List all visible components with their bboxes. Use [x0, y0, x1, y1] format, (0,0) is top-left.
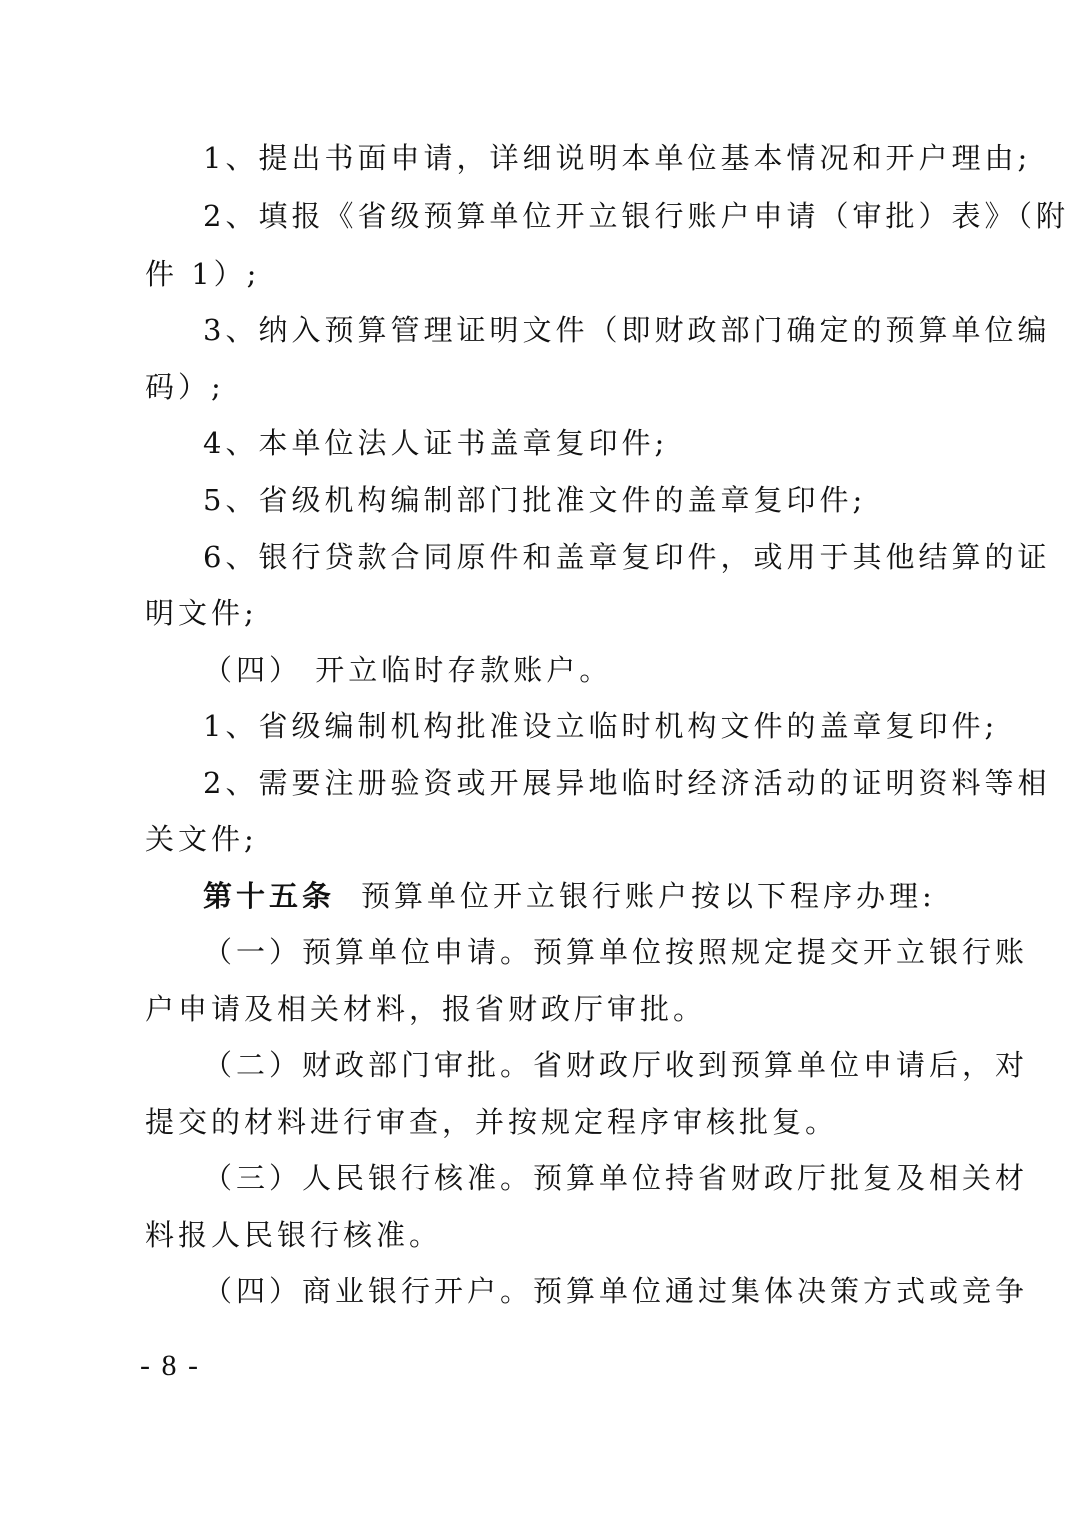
text-line: 2、填报《省级预算单位开立银行账户申请（审批）表》（附 [203, 199, 1069, 233]
text-line: 关文件; [145, 822, 258, 856]
text-line: 4、本单位法人证书盖章复印件; [203, 426, 669, 460]
text-line: （三）人民银行核准。预算单位持省财政厅批复及相关材 [203, 1161, 1029, 1195]
text-line: 户申请及相关材料，报省财政厅审批。 [145, 992, 707, 1026]
page-number: - 8 - [140, 1349, 200, 1382]
text-line: 码）; [145, 370, 225, 404]
text-line: 料报人民银行核准。 [145, 1218, 443, 1252]
text-line: 1、提出书面申请，详细说明本单位基本情况和开户理由; [203, 141, 1032, 175]
section-heading: （四） 开立临时存款账户。 [203, 653, 613, 687]
text-line: （四）商业银行开户。预算单位通过集体决策方式或竞争 [203, 1274, 1029, 1308]
text-line: 1、省级编制机构批准设立临时机构文件的盖章复印件; [203, 709, 999, 743]
text-line: 2、需要注册验资或开展异地临时经济活动的证明资料等相 [203, 766, 1051, 800]
text-line: （一）预算单位申请。预算单位按照规定提交开立银行账 [203, 935, 1029, 969]
text-line: 提交的材料进行审查，并按规定程序审核批复。 [145, 1105, 839, 1139]
text-line: 5、省级机构编制部门批准文件的盖章复印件; [203, 483, 867, 517]
article-line [203, 878, 935, 914]
text-line: 件 1）; [145, 257, 261, 291]
article-heading: 第十五条 [203, 879, 336, 913]
article-text: 预算单位开立银行账户按以下程序办理: [361, 879, 936, 913]
text-line: （二）财政部门审批。省财政厅收到预算单位申请后，对 [203, 1048, 1029, 1082]
text-line: 3、纳入预算管理证明文件（即财政部门确定的预算单位编 [203, 313, 1051, 347]
text-line: 明文件; [145, 596, 258, 630]
text-line: 6、银行贷款合同原件和盖章复印件，或用于其他结算的证 [203, 540, 1051, 574]
